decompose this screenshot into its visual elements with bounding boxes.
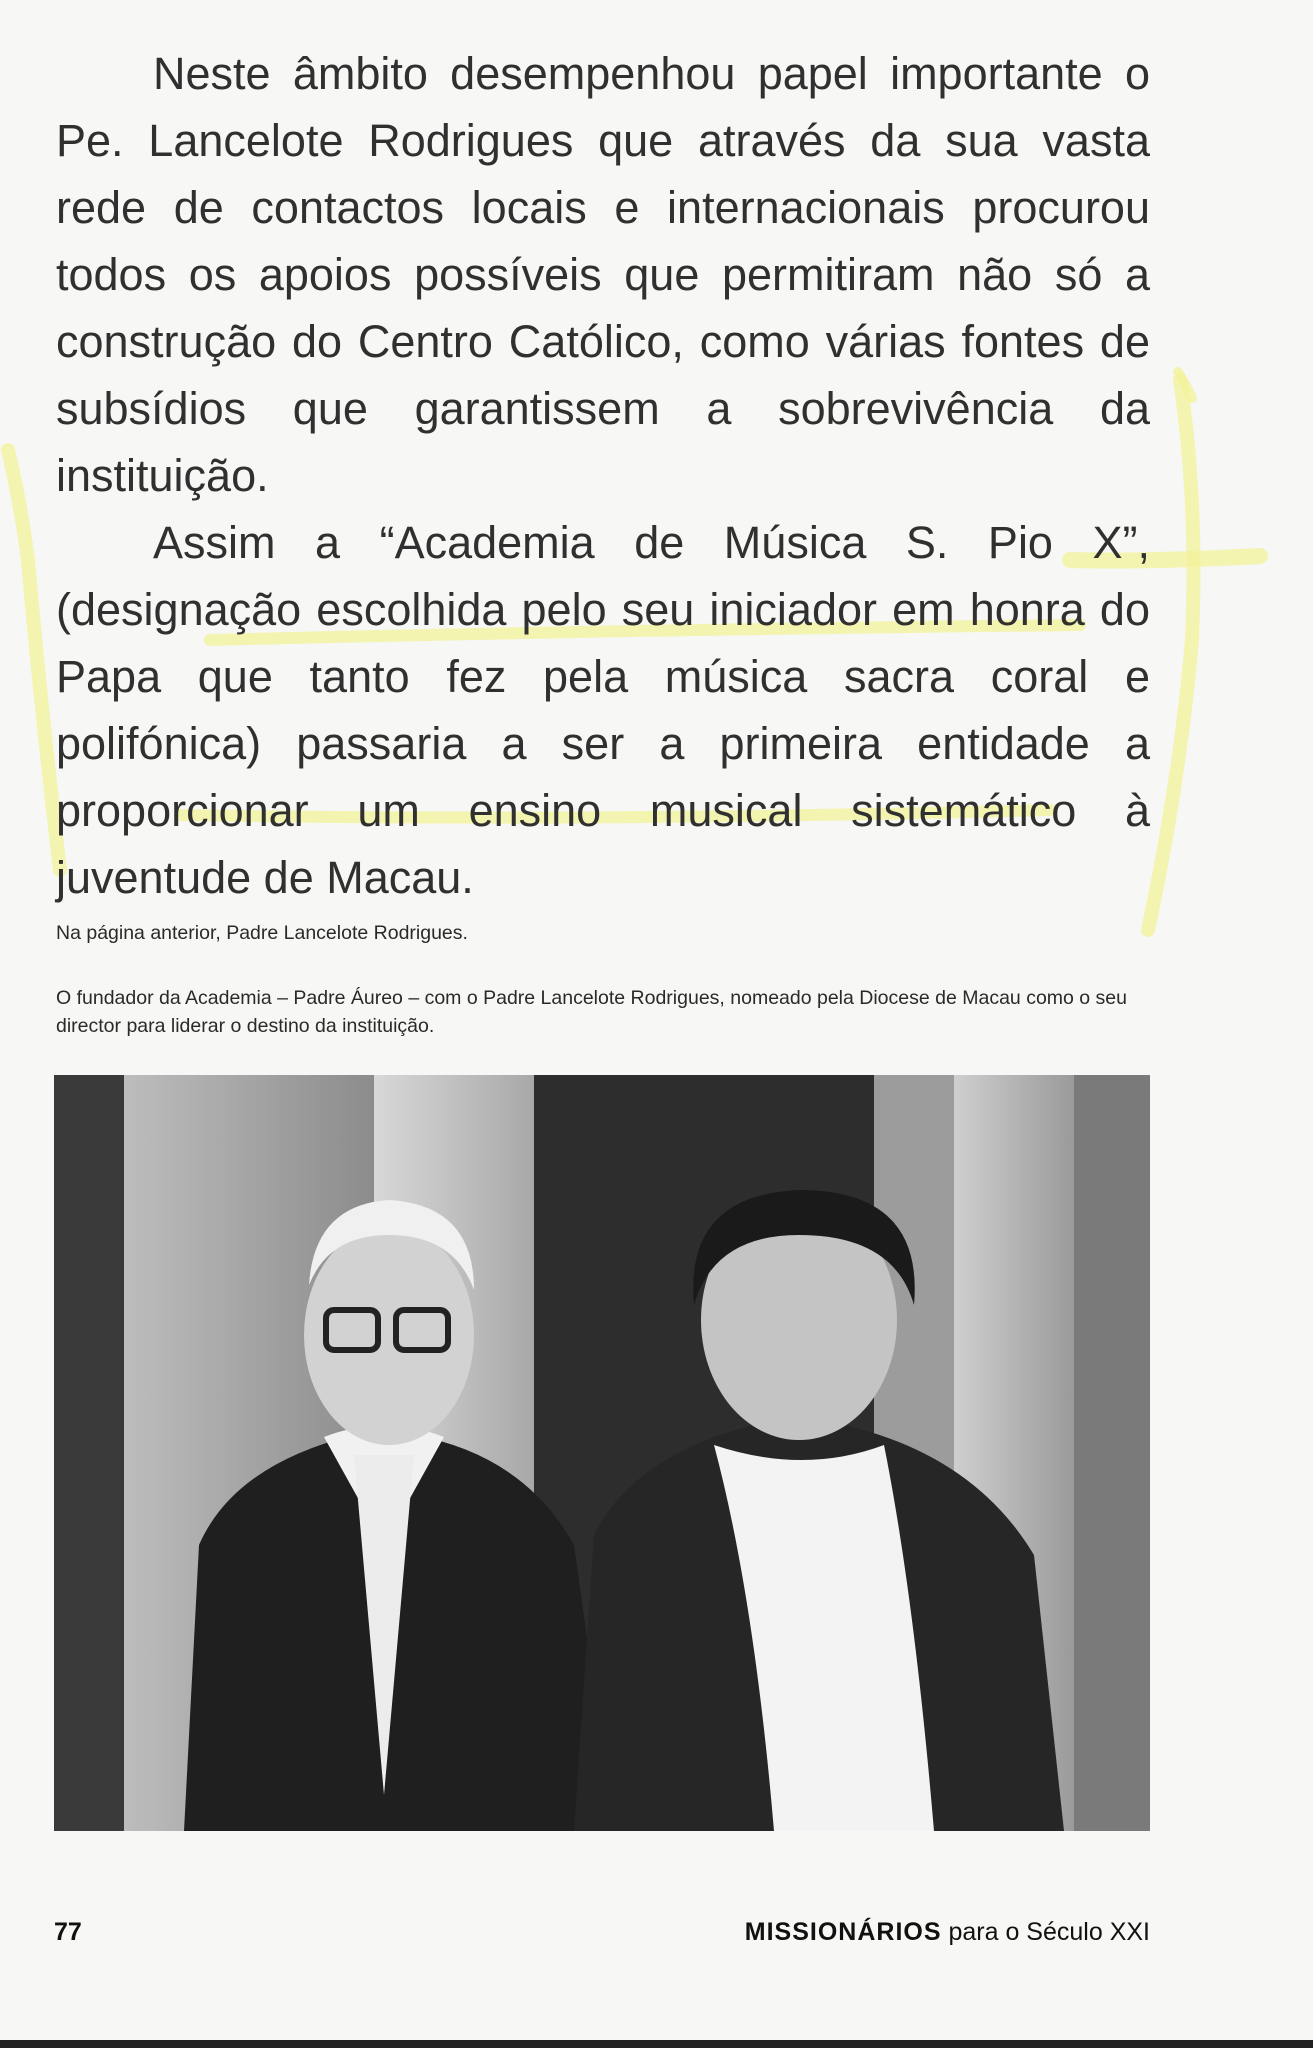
book-title [745,1918,1150,1947]
book-title-rest: para o Século XXI [941,1918,1150,1946]
caption-photo: O fundador da Academia – Padre Áureo – com o Padre Lancelote Rodrigues, nomeado pela Diocese de Macau como o seu director para liderar o destino da instituição. [56,987,1127,1037]
caption-previous-page: Na página anterior, Padre Lancelote Rodrigues. [56,922,468,944]
paragraph-1: Neste âmbito desempenhou papel importante o Pe. Lancelote Rodrigues que através da sua vasta rede de contactos locais e internacionais procurou todos os apoios possíveis que permitiram não só a construção do Centro Católico, como várias fontes de subsídios que garantissem a sobrevivência da instituição. [56,48,1150,501]
body-text [56,40,1150,911]
book-title-bold: MISSIONÁRIOS [744,1918,942,1946]
bottom-edge [0,2040,1313,2048]
photo-two-priests [54,1075,1150,1831]
page-number: 77 [54,1918,82,1946]
paragraph-2: Assim a “Academia de Música S. Pio X”, (designação escolhida pelo seu iniciador em honra do Papa que tanto fez pela música sacra coral e polifónica) passaria a ser a primeira entidade a proporcionar um ensino musical sistemático à juventude de Macau. [56,517,1150,903]
photo-illustration [54,1075,1150,1831]
